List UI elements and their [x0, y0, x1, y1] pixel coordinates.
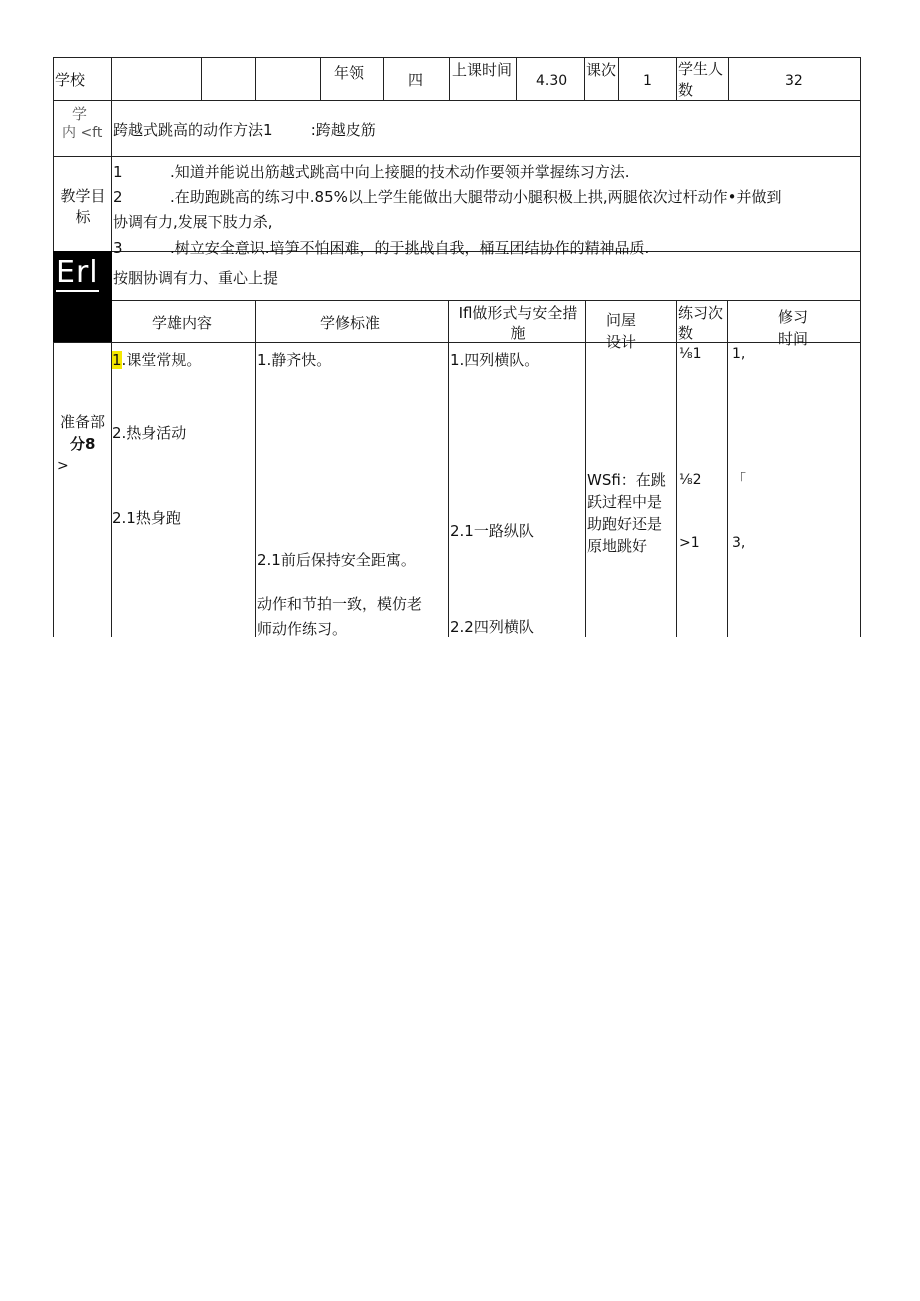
prep-org-1: 1.四列横队。 [450, 351, 540, 369]
time-value: 4.30 [536, 73, 568, 89]
prep-content-2: 2.热身活动 [112, 424, 187, 442]
content-label-top: 学 [72, 105, 88, 123]
prep-content-1 [112, 350, 201, 371]
col-header-time-clip [728, 301, 860, 348]
col-line [728, 57, 729, 100]
col-header-reps-clip [677, 301, 727, 341]
col-line [584, 57, 585, 100]
prep-content-3: 2.1热身跑 [112, 509, 181, 527]
col-line [727, 300, 728, 637]
prep-reps-1: ⅛1 [679, 346, 702, 362]
prep-label-3: > [57, 458, 69, 474]
col-line [676, 57, 677, 100]
col-header-time: 修习时间 [778, 308, 809, 348]
objective-3-num: 3 [113, 239, 123, 257]
objective-1-text: .知道并能说出筋越式跳高中向上接腿的技术动作要领并掌握练习方法. [170, 163, 630, 181]
key-text: 按胭协调有力、重心上提 [113, 269, 279, 287]
prep-question: WSfi：在跳跃过程中是助跑好还是原地跳好 [587, 471, 666, 555]
col-line [255, 57, 256, 100]
prep-label-2: 分8 [70, 435, 96, 453]
objective-1-num: 1 [113, 163, 123, 181]
students-label: 学生人数 [678, 60, 724, 99]
lesson-label: 课次 [586, 61, 617, 79]
table-border-right [860, 57, 861, 637]
content-text: 跨越式跳高的动作方法1 :跨越皮筋 [113, 121, 376, 139]
prep-standard-4: 师动作练习。 [257, 620, 348, 638]
row-line [53, 57, 861, 58]
prep-org-2: 2.1一路纵队 [450, 522, 534, 540]
grade-label: 年领 [334, 64, 365, 82]
prep-time-2: 「 [732, 472, 746, 488]
objective-2-num: 2 [113, 188, 123, 206]
col-line [676, 300, 677, 637]
objective-2-cont: 协调有力,发展下肢力杀, [113, 213, 273, 231]
highlight-marker: 1 [112, 351, 122, 369]
prep-org-3: 2.2四列横队 [450, 618, 534, 636]
objective-2-text: .在助跑跳高的练习中.85%以上学生能做出大腿带动小腿积极上拱,两腿依次过杆动作•并做到 [170, 188, 782, 206]
col-line [320, 57, 321, 100]
col-line [383, 57, 384, 100]
objectives-label: 教学目标 [60, 187, 106, 226]
col-line [111, 57, 112, 100]
content-label-bottom: 内 <ft [62, 125, 103, 141]
col-line [618, 57, 619, 100]
col-header-standard: 学修标准 [320, 314, 381, 332]
objective-3-text: .树立安全意识.培笋不怕困难，的于挑战自我，桶互团结协作的精神品质. [170, 239, 650, 257]
row-line [53, 100, 861, 101]
key-label: Erl [56, 255, 99, 290]
prep-time-3: 3, [732, 535, 746, 551]
school-label: 学校 [55, 71, 86, 89]
prep-time-1: 1, [732, 346, 746, 362]
time-label: 上课时间 [452, 61, 513, 79]
prep-reps-2: ⅛2 [679, 472, 702, 488]
col-header-question: 问屋设计 [606, 311, 637, 351]
prep-standard-2: 2.1前后保持安全距寓。 [257, 551, 416, 569]
col-line [516, 57, 517, 100]
col-line [448, 300, 449, 637]
col-line [449, 57, 450, 100]
prep-label-1: 准备部 [60, 413, 106, 431]
lesson-value: 1 [643, 73, 652, 89]
table-border-left [53, 57, 54, 637]
prep-standard-3: 动作和节拍一致，模仿老 [257, 595, 423, 613]
col-line [585, 300, 586, 637]
col-header-question-clip [586, 301, 675, 351]
students-value: 32 [785, 73, 803, 89]
prep-reps-3: >1 [679, 535, 700, 551]
prep-content-1-text: .课堂常规。 [121, 351, 202, 369]
prep-standard-1: 1.静齐快。 [257, 351, 332, 369]
col-header-content: 学雄内容 [152, 314, 213, 332]
row-line [53, 156, 861, 157]
grade-value: 四 [408, 71, 424, 89]
col-header-reps: 练习次数 [678, 304, 724, 342]
col-line [201, 57, 202, 100]
col-line [255, 300, 256, 637]
objective-3-clip [112, 236, 852, 257]
col-header-organization: Ifl做形式与安全措施 [458, 304, 578, 342]
